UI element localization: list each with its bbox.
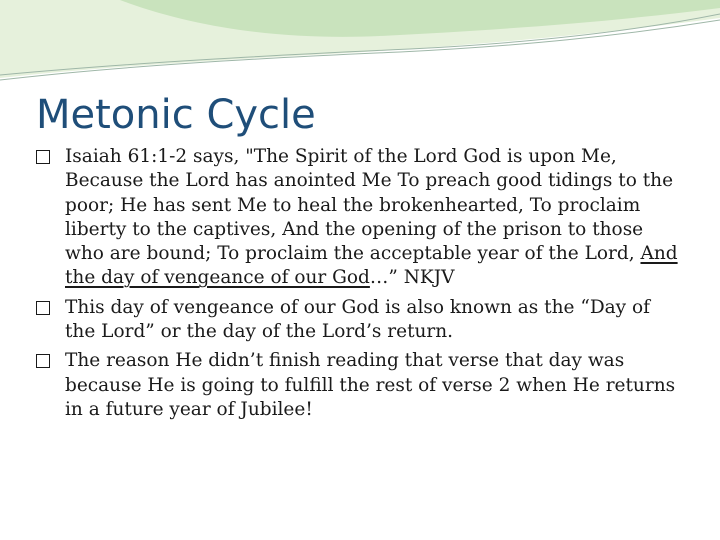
bullet-1-underlined-text: And the day of vengeance of our God (65, 243, 678, 289)
bullet-item-3 (36, 349, 686, 422)
missing-glyph-box-icon (36, 354, 50, 368)
missing-glyph-box-icon (36, 150, 50, 164)
bullet-2-text: This day of vengeance of our God is also known as the “Day of the Lord” or the day of the Lord’s return. (65, 296, 650, 343)
bullet-list (36, 145, 686, 427)
bullet-item-1 (36, 145, 686, 291)
bullet-item-2 (36, 296, 686, 345)
bullet-1-text-before: Isaiah 61:1-2 says, "The Spirit of the Lord God is upon Me, Because the Lord has anointed Me To preach good tidings to the poor; He has sent Me to heal the brokenhearted, To proclaim liberty to the captives, And the opening of the prison to those who are bound; To proclaim the acceptable year of the Lord, (65, 146, 674, 265)
bullet-3-text: The reason He didn’t finish reading that verse that day was because He is going to fulfill the rest of verse 2 when He returns in a future year of Jubilee! (65, 350, 676, 420)
slide-title: Metonic Cycle (36, 92, 316, 138)
decorative-wave-header (0, 0, 720, 90)
missing-glyph-box-icon (36, 301, 50, 315)
bullet-1-text-after: …” NKJV (369, 267, 455, 289)
